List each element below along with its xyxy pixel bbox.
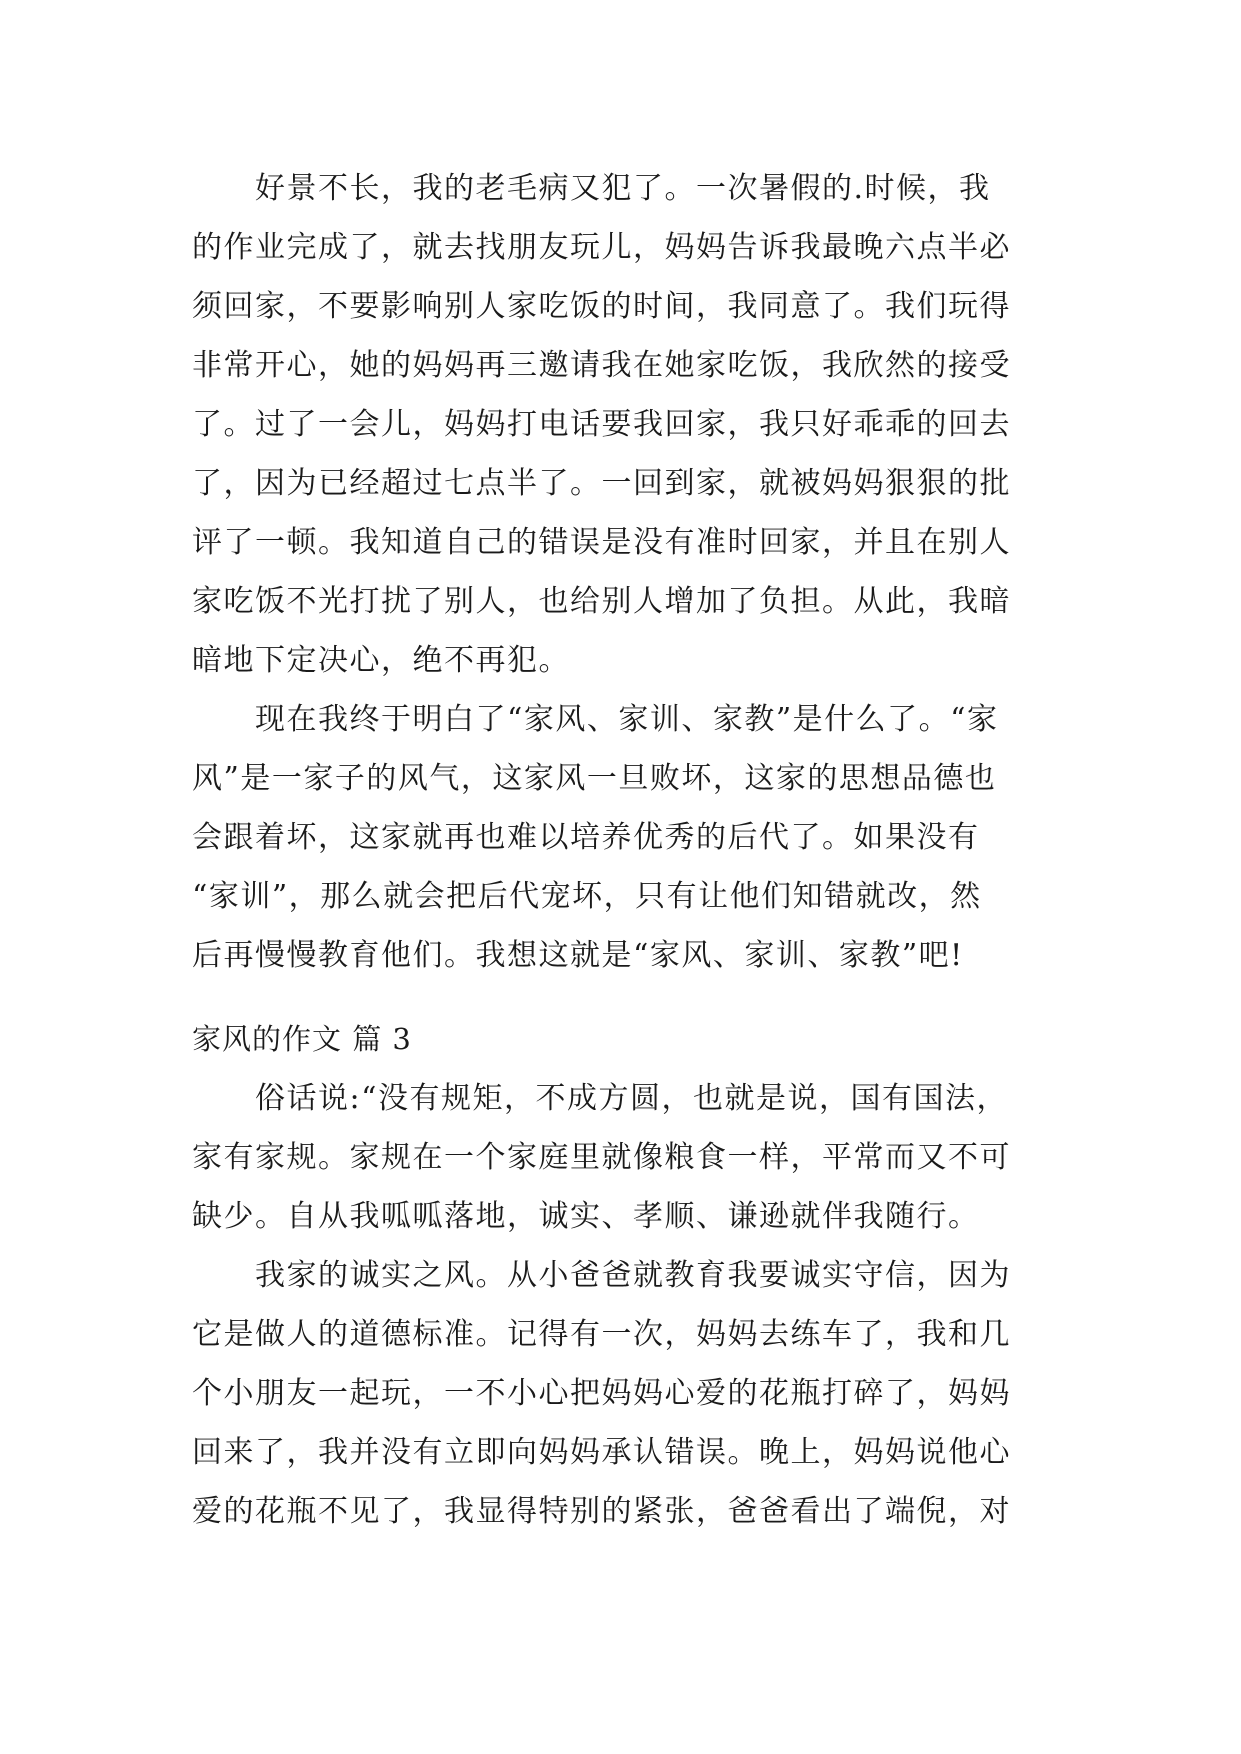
paragraph-line: 个小朋友一起玩，一不小心把妈妈心爱的花瓶打碎了，妈妈	[192, 1376, 1011, 1411]
paragraph-line: 好景不长，我的老毛病又犯了。一次暑假的.时候，我	[192, 171, 991, 206]
paragraph-line: 现在我终于明白了“家风、家训、家教”是什么了。“家	[192, 702, 999, 737]
paragraph-line: 它是做人的道德标准。记得有一次，妈妈去练车了，我和几	[192, 1317, 1011, 1352]
paragraph-line: 我家的诚实之风。从小爸爸就教育我要诚实守信，因为	[192, 1258, 1011, 1293]
paragraph-line: 评了一顿。我知道自己的错误是没有准时回家，并且在别人	[192, 525, 1011, 560]
paragraph-line: 须回家，不要影响别人家吃饭的时间，我同意了。我们玩得	[192, 289, 1011, 324]
paragraph-line: 了，因为已经超过七点半了。一回到家，就被妈妈狠狠的批	[192, 466, 1011, 501]
paragraph-line: 了。过了一会儿，妈妈打电话要我回家，我只好乖乖的回去	[192, 407, 1011, 442]
paragraph-line: 家有家规。家规在一个家庭里就像粮食一样，平常而又不可	[192, 1140, 1011, 1175]
paragraph-line: 非常开心，她的妈妈再三邀请我在她家吃饭，我欣然的接受	[192, 348, 1011, 383]
paragraph-line: 的作业完成了，就去找朋友玩儿，妈妈告诉我最晚六点半必	[192, 230, 1011, 265]
paragraph-line: 风”是一家子的风气，这家风一旦败坏，这家的思想品德也	[192, 761, 997, 796]
paragraph-line: “家训”，那么就会把后代宠坏，只有让他们知错就改，然	[192, 879, 982, 914]
paragraph-line: 会跟着坏，这家就再也难以培养优秀的后代了。如果没有	[192, 820, 980, 855]
paragraph-line: 后再慢慢教育他们。我想这就是“家风、家训、家教”吧!	[192, 938, 964, 973]
paragraph-line: 俗话说:“没有规矩，不成方圆，也就是说，国有国法，	[192, 1081, 1008, 1116]
paragraph-line: 暗地下定决心，绝不再犯。	[192, 643, 570, 678]
paragraph-line: 回来了，我并没有立即向妈妈承认错误。晚上，妈妈说他心	[192, 1435, 1011, 1470]
section-2	[192, 1010, 1062, 1541]
section-1-body	[192, 159, 1062, 985]
paragraph-line: 家吃饭不光打扰了别人，也给别人增加了负担。从此，我暗	[192, 584, 1011, 619]
paragraph-line: 爱的花瓶不见了，我显得特别的紧张，爸爸看出了端倪，对	[192, 1494, 1011, 1529]
section-heading: 家风的作文 篇 3	[192, 1022, 412, 1056]
paragraph-line: 缺少。自从我呱呱落地，诚实、孝顺、谦逊就伴我随行。	[192, 1199, 980, 1234]
